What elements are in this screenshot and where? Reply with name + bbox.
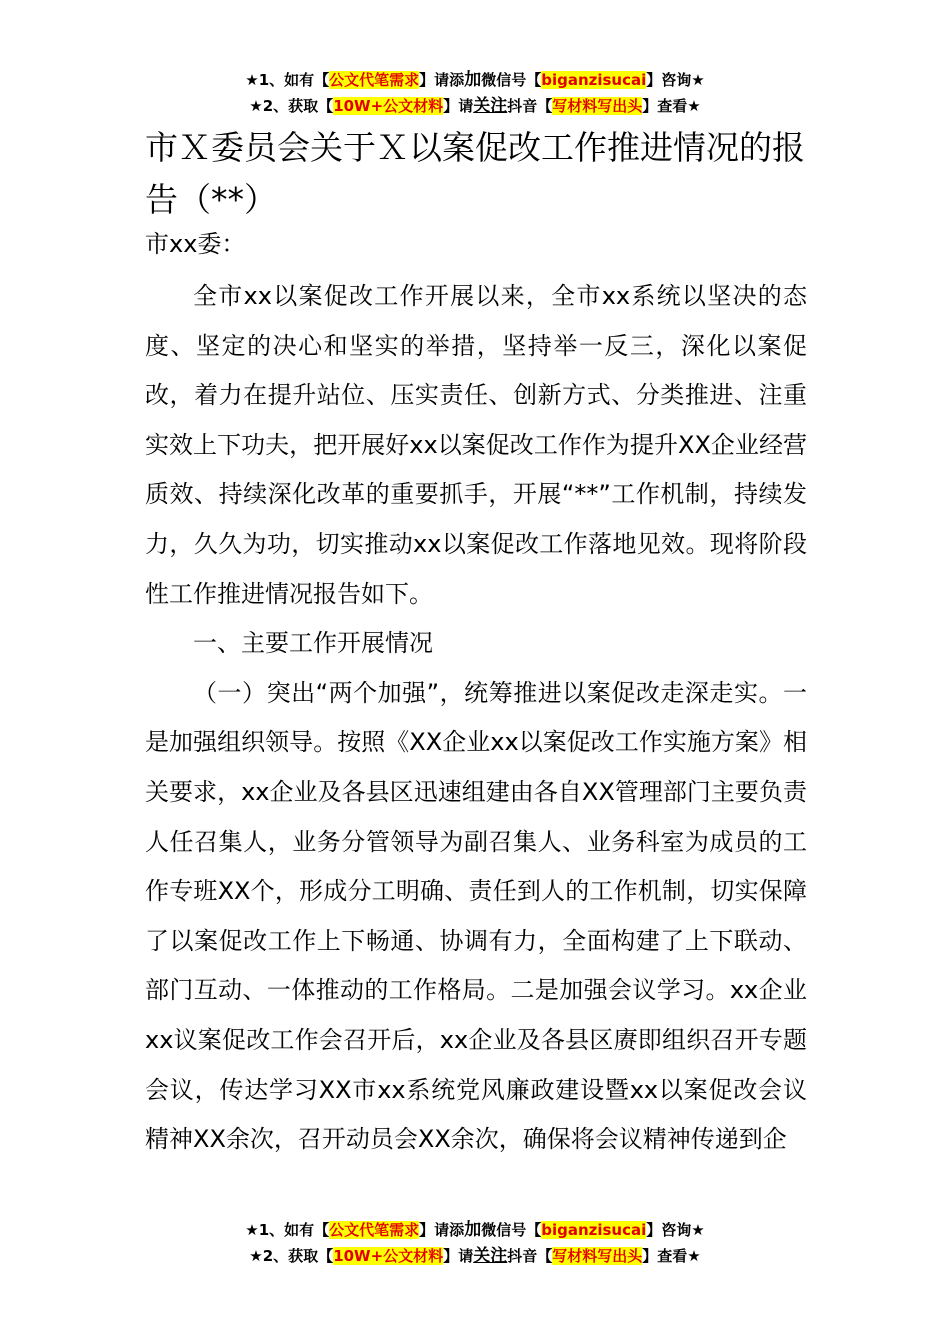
document-body: [145, 272, 807, 1165]
banner-text: 】咨询★: [646, 71, 705, 89]
highlight-wechat-id: biganzisucai: [541, 71, 647, 89]
banner-text: 】请: [443, 1247, 474, 1265]
banner-text: ★1、如有【: [245, 71, 330, 89]
banner-text: 微信号【: [481, 71, 542, 89]
banner-text: 微信号【: [481, 1221, 542, 1239]
banner-text: 】咨询★: [646, 1221, 705, 1239]
highlight-ghostwriting: 公文代笔需求: [329, 1221, 420, 1239]
banner-text: 】请添: [419, 1221, 465, 1239]
banner-line-1: [0, 1217, 950, 1243]
banner-text: 】查看★: [642, 97, 701, 115]
banner-text: ★2、获取【: [249, 97, 334, 115]
banner-text: ★1、如有【: [245, 1221, 330, 1239]
highlight-douyin: 写材料写出头: [552, 1247, 643, 1265]
highlight-materials: 10W+公文材料: [333, 1247, 444, 1265]
highlight-douyin: 写材料写出头: [552, 97, 643, 115]
banner-line-2: [0, 93, 950, 119]
banner-text: 】请添: [419, 71, 465, 89]
banner-text: 加: [464, 70, 482, 90]
banner-text: 抖音【: [507, 97, 553, 115]
document-title: 市Ｘ委员会关于Ｘ以案促改工作推进情况的报告（**）: [145, 128, 805, 219]
banner-line-1: [0, 67, 950, 93]
paragraph-intro: 全市xx以案促改工作开展以来，全市xx系统以坚决的态度、坚定的决心和坚实的举措，坚持举一反三，深化以案促改，着力在提升站位、压实责任、创新方式、分类推进、注重实效上下功夫，把开展好xx以案促改工作作为提升XX企业经营质效、持续深化改革的重要抓手，开展“**”工作机制，持续发力，久久为功，切实推动xx以案促改工作落地见效。现将阶段性工作推进情况报告如下。: [145, 282, 807, 608]
highlight-ghostwriting: 公文代笔需求: [329, 71, 420, 89]
banner-text: ★2、获取【: [249, 1247, 334, 1265]
highlight-wechat-id: biganzisucai: [541, 1221, 647, 1239]
banner-text: 关注: [473, 96, 508, 116]
header-banner: [0, 67, 950, 119]
salutation: 市xx委：: [145, 230, 246, 258]
banner-text: 加: [464, 1220, 482, 1240]
banner-line-2: [0, 1243, 950, 1269]
highlight-materials: 10W+公文材料: [333, 97, 444, 115]
section-heading: 一、主要工作开展情况: [193, 629, 433, 658]
paragraph-section-1: （一）突出“两个加强”，统筹推进以案促改走深走实。一是加强组织领导。按照《XX企业xx以案促改工作实施方案》相关要求，xx企业及各县区迅速组建由各自XX管理部门主要负责人任召集人，业务分管领导为副召集人、业务科室为成员的工作专班XX个，形成分工明确、责任到人的工作机制，切实保障了以案促改工作上下畅通、协调有力，全面构建了上下联动、部门互动、一体推动的工作格局。二是加强会议学习。xx企业xx议案促改工作会召开后，xx企业及各县区赓即组织召开专题会议，传达学习XX市xx系统党风廉政建设暨xx以案促改会议精神XX余次，召开动员会XX余次，确保将会议精神传递到企: [145, 678, 807, 1154]
banner-text: 】查看★: [642, 1247, 701, 1265]
footer-banner: [0, 1217, 950, 1269]
banner-text: 抖音【: [507, 1247, 553, 1265]
banner-text: 关注: [473, 1246, 508, 1266]
banner-text: 】请: [443, 97, 474, 115]
